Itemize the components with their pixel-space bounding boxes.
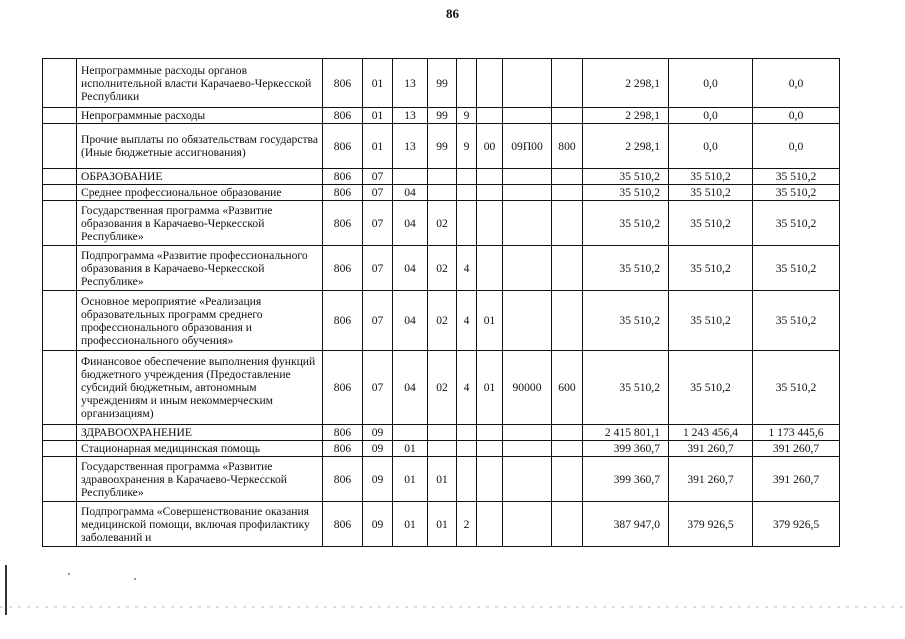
item-name: Среднее профессиональное образование <box>77 185 323 201</box>
section-code: 09 <box>363 502 393 547</box>
amount-year-3: 391 260,7 <box>753 441 840 457</box>
ministry-code: 806 <box>323 502 363 547</box>
event-code <box>477 441 503 457</box>
amount-year-2: 0,0 <box>669 108 753 124</box>
subsection-code: 13 <box>393 124 428 169</box>
table-row <box>43 457 840 502</box>
row-number-cell <box>43 108 77 124</box>
ministry-code: 806 <box>323 246 363 291</box>
row-number-cell <box>43 246 77 291</box>
subsection-code <box>393 425 428 441</box>
row-number-cell <box>43 502 77 547</box>
expense-type-code <box>552 185 583 201</box>
subsection-code: 04 <box>393 246 428 291</box>
row-number-cell <box>43 457 77 502</box>
item-name: Прочие выплаты по обязательствам государства (Иные бюджетные ассигнования) <box>77 124 323 169</box>
scan-speck <box>134 578 136 580</box>
amount-year-1: 2 415 801,1 <box>583 425 669 441</box>
subprogram-code: 9 <box>457 124 477 169</box>
amount-year-2: 35 510,2 <box>669 169 753 185</box>
table-row <box>43 441 840 457</box>
program-code <box>428 425 457 441</box>
expense-type-code <box>552 169 583 185</box>
item-name: Финансовое обеспечение выполнения функций бюджетного учреждения (Предоставление субсидий бюджетным, автономным учреждениям и иным некоммерческим организациям) <box>77 351 323 425</box>
amount-year-3: 35 510,2 <box>753 246 840 291</box>
amount-year-2: 391 260,7 <box>669 457 753 502</box>
program-code: 02 <box>428 351 457 425</box>
expense-type-code <box>552 502 583 547</box>
event-code: 01 <box>477 351 503 425</box>
section-code: 01 <box>363 124 393 169</box>
program-code <box>428 441 457 457</box>
amount-year-1: 35 510,2 <box>583 351 669 425</box>
table-row <box>43 246 840 291</box>
direction-code <box>503 441 552 457</box>
expense-type-code <box>552 291 583 351</box>
subprogram-code: 4 <box>457 351 477 425</box>
program-code: 01 <box>428 457 457 502</box>
amount-year-2: 35 510,2 <box>669 185 753 201</box>
item-name: Непрограммные расходы <box>77 108 323 124</box>
table-row <box>43 201 840 246</box>
event-code <box>477 201 503 246</box>
table-row <box>43 169 840 185</box>
event-code <box>477 457 503 502</box>
ministry-code: 806 <box>323 201 363 246</box>
amount-year-1: 35 510,2 <box>583 291 669 351</box>
table-body <box>43 59 840 547</box>
subsection-code: 04 <box>393 291 428 351</box>
amount-year-2: 35 510,2 <box>669 291 753 351</box>
amount-year-3: 35 510,2 <box>753 291 840 351</box>
amount-year-2: 0,0 <box>669 124 753 169</box>
ministry-code: 806 <box>323 425 363 441</box>
amount-year-1: 35 510,2 <box>583 201 669 246</box>
event-code <box>477 185 503 201</box>
program-code: 01 <box>428 502 457 547</box>
subprogram-code: 2 <box>457 502 477 547</box>
program-code: 02 <box>428 201 457 246</box>
section-code: 01 <box>363 108 393 124</box>
amount-year-2: 35 510,2 <box>669 246 753 291</box>
ministry-code: 806 <box>323 457 363 502</box>
subprogram-code <box>457 59 477 108</box>
ministry-code: 806 <box>323 59 363 108</box>
program-code: 99 <box>428 59 457 108</box>
section-code: 01 <box>363 59 393 108</box>
direction-code <box>503 108 552 124</box>
item-name: Государственная программа «Развитие образования в Карачаево-Черкесской Республике» <box>77 201 323 246</box>
amount-year-3: 35 510,2 <box>753 351 840 425</box>
event-code <box>477 169 503 185</box>
subprogram-code <box>457 425 477 441</box>
table-row <box>43 291 840 351</box>
section-code: 07 <box>363 351 393 425</box>
subsection-code: 13 <box>393 108 428 124</box>
table-row <box>43 124 840 169</box>
amount-year-2: 391 260,7 <box>669 441 753 457</box>
amount-year-2: 35 510,2 <box>669 201 753 246</box>
amount-year-3: 0,0 <box>753 108 840 124</box>
direction-code: 09П00 <box>503 124 552 169</box>
item-name: Основное мероприятие «Реализация образовательных программ среднего профессионального образования и профессионального обучения» <box>77 291 323 351</box>
item-name: ОБРАЗОВАНИЕ <box>77 169 323 185</box>
event-code <box>477 502 503 547</box>
ministry-code: 806 <box>323 441 363 457</box>
event-code <box>477 246 503 291</box>
event-code <box>477 59 503 108</box>
item-name: ЗДРАВООХРАНЕНИЕ <box>77 425 323 441</box>
event-code: 00 <box>477 124 503 169</box>
subprogram-code <box>457 185 477 201</box>
amount-year-1: 35 510,2 <box>583 246 669 291</box>
direction-code <box>503 457 552 502</box>
page-number: 86 <box>446 6 459 21</box>
ministry-code: 806 <box>323 291 363 351</box>
section-code: 07 <box>363 291 393 351</box>
amount-year-3: 35 510,2 <box>753 169 840 185</box>
subprogram-code <box>457 457 477 502</box>
amount-year-3: 0,0 <box>753 59 840 108</box>
expense-type-code: 800 <box>552 124 583 169</box>
ministry-code: 806 <box>323 124 363 169</box>
amount-year-3: 1 173 445,6 <box>753 425 840 441</box>
scan-speck <box>68 573 70 575</box>
amount-year-3: 0,0 <box>753 124 840 169</box>
table-row <box>43 425 840 441</box>
row-number-cell <box>43 59 77 108</box>
amount-year-1: 399 360,7 <box>583 441 669 457</box>
row-number-cell <box>43 124 77 169</box>
table-row <box>43 185 840 201</box>
direction-code <box>503 201 552 246</box>
expense-type-code <box>552 425 583 441</box>
amount-year-3: 391 260,7 <box>753 457 840 502</box>
subsection-code: 04 <box>393 185 428 201</box>
subprogram-code: 4 <box>457 246 477 291</box>
amount-year-1: 2 298,1 <box>583 124 669 169</box>
amount-year-1: 399 360,7 <box>583 457 669 502</box>
row-number-cell <box>43 441 77 457</box>
row-number-cell <box>43 185 77 201</box>
amount-year-2: 379 926,5 <box>669 502 753 547</box>
expense-type-code <box>552 246 583 291</box>
item-name: Непрограммные расходы органов исполнительной власти Карачаево-Черкесской Республики <box>77 59 323 108</box>
ministry-code: 806 <box>323 169 363 185</box>
amount-year-2: 35 510,2 <box>669 351 753 425</box>
direction-code <box>503 169 552 185</box>
budget-table <box>42 58 840 547</box>
table-row <box>43 502 840 547</box>
row-number-cell <box>43 351 77 425</box>
subsection-code: 01 <box>393 502 428 547</box>
direction-code: 90000 <box>503 351 552 425</box>
subprogram-code: 4 <box>457 291 477 351</box>
event-code: 01 <box>477 291 503 351</box>
amount-year-3: 379 926,5 <box>753 502 840 547</box>
amount-year-3: 35 510,2 <box>753 201 840 246</box>
expense-type-code <box>552 457 583 502</box>
section-code: 07 <box>363 185 393 201</box>
amount-year-2: 1 243 456,4 <box>669 425 753 441</box>
row-number-cell <box>43 201 77 246</box>
amount-year-1: 35 510,2 <box>583 169 669 185</box>
section-code: 09 <box>363 457 393 502</box>
row-number-cell <box>43 169 77 185</box>
expense-type-code <box>552 108 583 124</box>
section-code: 09 <box>363 441 393 457</box>
direction-code <box>503 246 552 291</box>
program-code: 02 <box>428 246 457 291</box>
subprogram-code: 9 <box>457 108 477 124</box>
direction-code <box>503 502 552 547</box>
ministry-code: 806 <box>323 351 363 425</box>
program-code <box>428 185 457 201</box>
expense-type-code <box>552 59 583 108</box>
item-name: Государственная программа «Развитие здравоохранения в Карачаево-Черкесской Республике» <box>77 457 323 502</box>
program-code <box>428 169 457 185</box>
amount-year-1: 387 947,0 <box>583 502 669 547</box>
scan-noise <box>0 606 905 608</box>
section-code: 07 <box>363 201 393 246</box>
expense-type-code <box>552 441 583 457</box>
subsection-code: 04 <box>393 351 428 425</box>
ministry-code: 806 <box>323 185 363 201</box>
subsection-code: 01 <box>393 457 428 502</box>
subprogram-code <box>457 169 477 185</box>
item-name: Подпрограмма «Развитие профессионального образования в Карачаево-Черкесской Республике» <box>77 246 323 291</box>
item-name: Подпрограмма «Совершенствование оказания медицинской помощи, включая профилактику заболеваний и <box>77 502 323 547</box>
subsection-code <box>393 169 428 185</box>
program-code: 99 <box>428 108 457 124</box>
expense-type-code: 600 <box>552 351 583 425</box>
subsection-code: 04 <box>393 201 428 246</box>
direction-code <box>503 291 552 351</box>
row-number-cell <box>43 291 77 351</box>
ministry-code: 806 <box>323 108 363 124</box>
item-name: Стационарная медицинская помощь <box>77 441 323 457</box>
amount-year-3: 35 510,2 <box>753 185 840 201</box>
event-code <box>477 108 503 124</box>
amount-year-1: 35 510,2 <box>583 185 669 201</box>
subprogram-code <box>457 441 477 457</box>
subsection-code: 13 <box>393 59 428 108</box>
program-code: 02 <box>428 291 457 351</box>
table-row <box>43 59 840 108</box>
row-number-cell <box>43 425 77 441</box>
section-code: 07 <box>363 246 393 291</box>
table-row <box>43 108 840 124</box>
section-code: 07 <box>363 169 393 185</box>
direction-code <box>503 59 552 108</box>
subprogram-code <box>457 201 477 246</box>
amount-year-1: 2 298,1 <box>583 59 669 108</box>
table-row <box>43 351 840 425</box>
event-code <box>477 425 503 441</box>
amount-year-2: 0,0 <box>669 59 753 108</box>
subsection-code: 01 <box>393 441 428 457</box>
section-code: 09 <box>363 425 393 441</box>
direction-code <box>503 425 552 441</box>
direction-code <box>503 185 552 201</box>
program-code: 99 <box>428 124 457 169</box>
amount-year-1: 2 298,1 <box>583 108 669 124</box>
expense-type-code <box>552 201 583 246</box>
